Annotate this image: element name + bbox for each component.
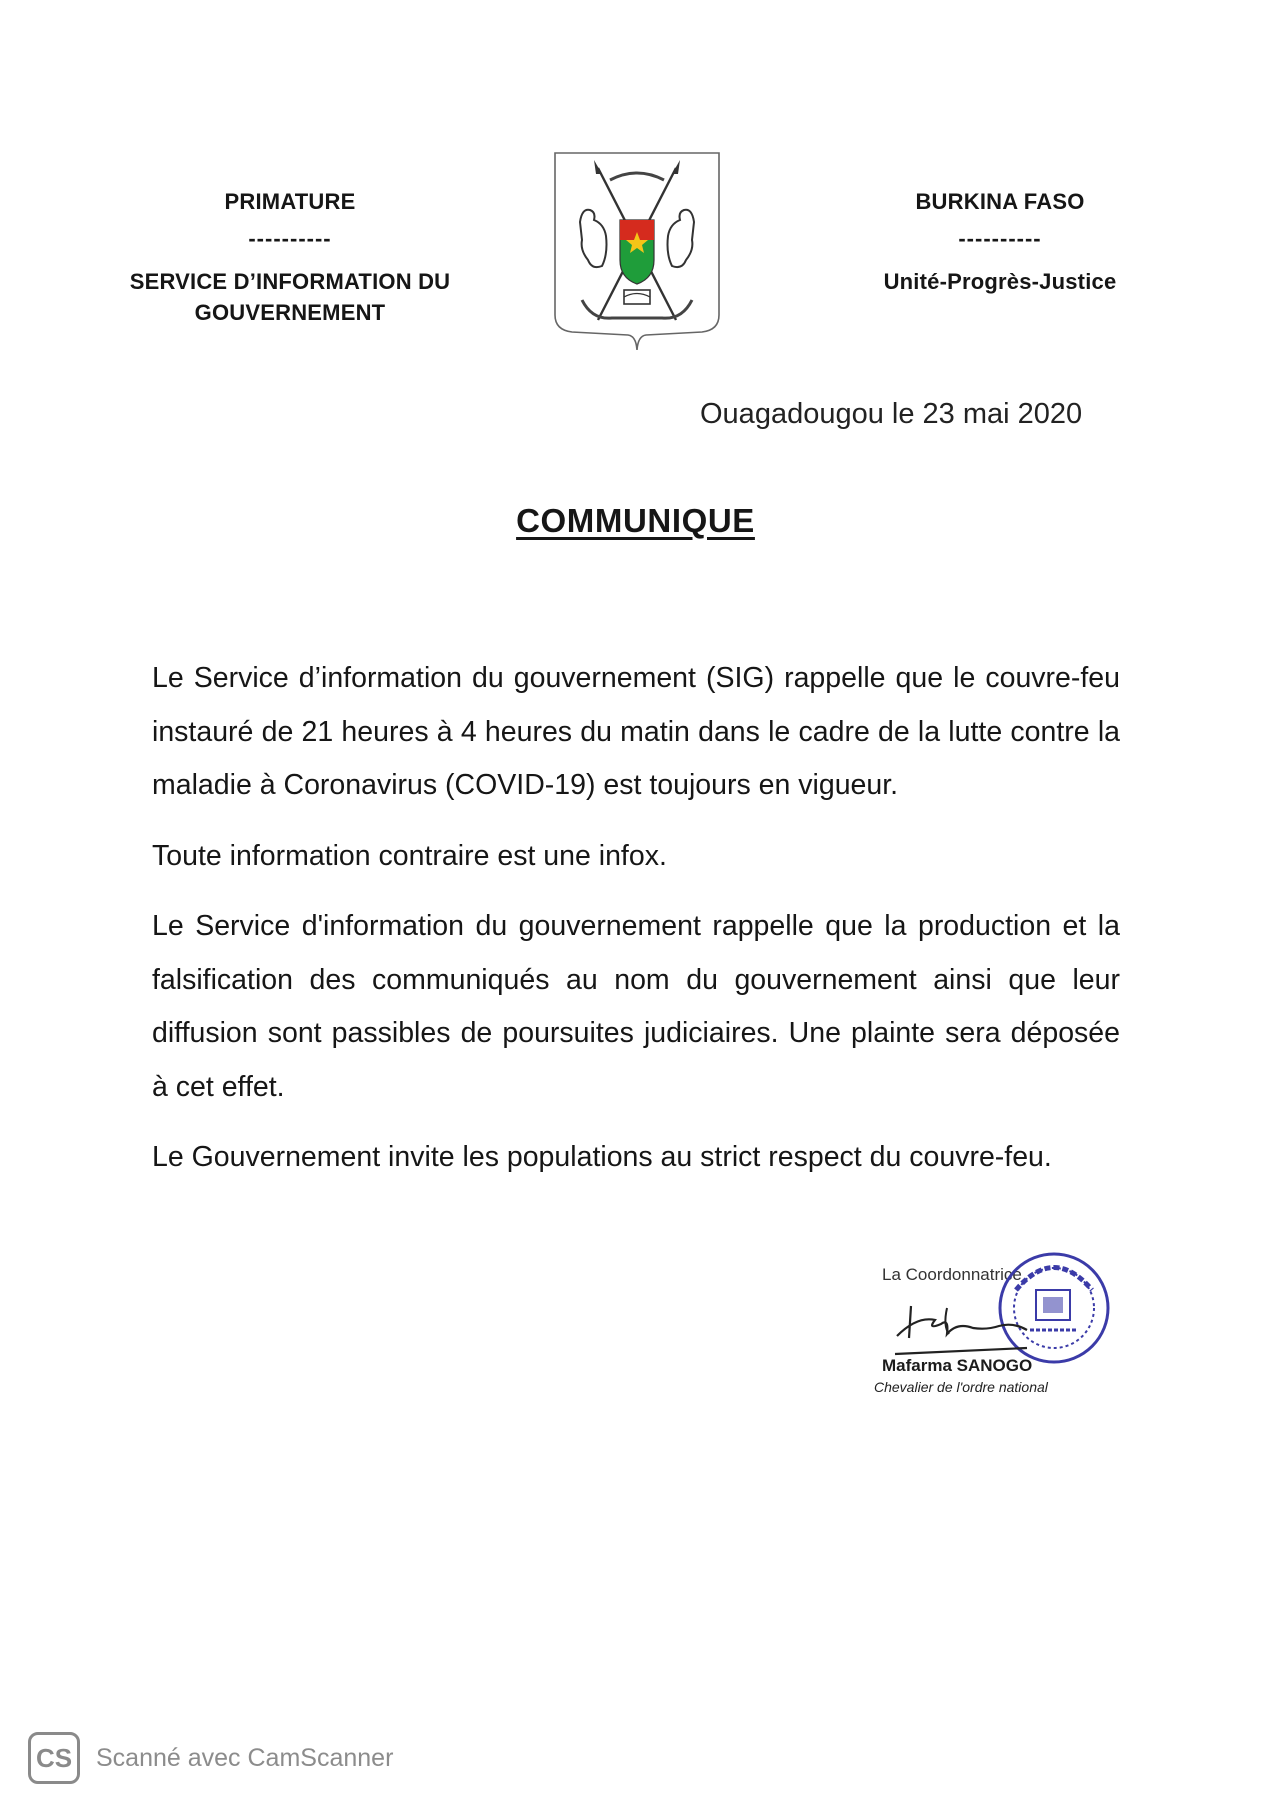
signatory-distinction: Chevalier de l'ordre national	[874, 1379, 1048, 1395]
paragraph-invitation: Le Gouvernement invite les populations au strict respect du couvre-feu.	[152, 1141, 1052, 1173]
paragraph-curfew: Le Service d’information du gouvernement (SIG) rappelle que le couvre-feu instauré de 21 heures à 4 heures du matin dans le cadre de la lutte contre la maladie à Coronavirus (COVID-19) est toujours en vigueur.	[152, 662, 1120, 801]
paragraph-falsification: Le Service d'information du gouvernement rappelle que la production et la falsification des communiqués au nom du gouvernement ainsi que leur diffusion sont passibles de poursuites judiciaires. Une plainte sera déposée à cet effet.	[152, 910, 1120, 1103]
header-motto: Unité-Progrès-Justice	[883, 269, 1117, 294]
camscanner-text: Scanné avec CamScanner	[96, 1744, 394, 1772]
paragraph-infox: Toute information contraire est une infox.	[152, 839, 667, 872]
header-org: PRIMATURE	[224, 189, 356, 214]
signatory-role: La Coordonnatrice	[882, 1265, 1022, 1284]
header-country: BURKINA FASO	[915, 189, 1085, 214]
communique-body	[152, 652, 1120, 1202]
header-service-line2: GOUVERNEMENT	[194, 300, 386, 325]
handwritten-signature	[877, 1278, 1117, 1368]
header-right-separator: ----------	[958, 226, 1042, 251]
header-left	[100, 186, 480, 328]
document-title: COMMUNIQUE	[516, 502, 755, 539]
signatory-name: Mafarma SANOGO	[882, 1356, 1033, 1375]
signature-block	[862, 1250, 1122, 1400]
header-service-line1: SERVICE D’INFORMATION DU	[129, 269, 451, 294]
header-left-separator: ----------	[248, 226, 332, 251]
date-line: Ouagadougou le 23 mai 2020	[700, 398, 1083, 430]
coat-of-arms-emblem	[552, 150, 722, 353]
camscanner-logo: CS	[28, 1732, 80, 1784]
header-right	[840, 186, 1160, 297]
